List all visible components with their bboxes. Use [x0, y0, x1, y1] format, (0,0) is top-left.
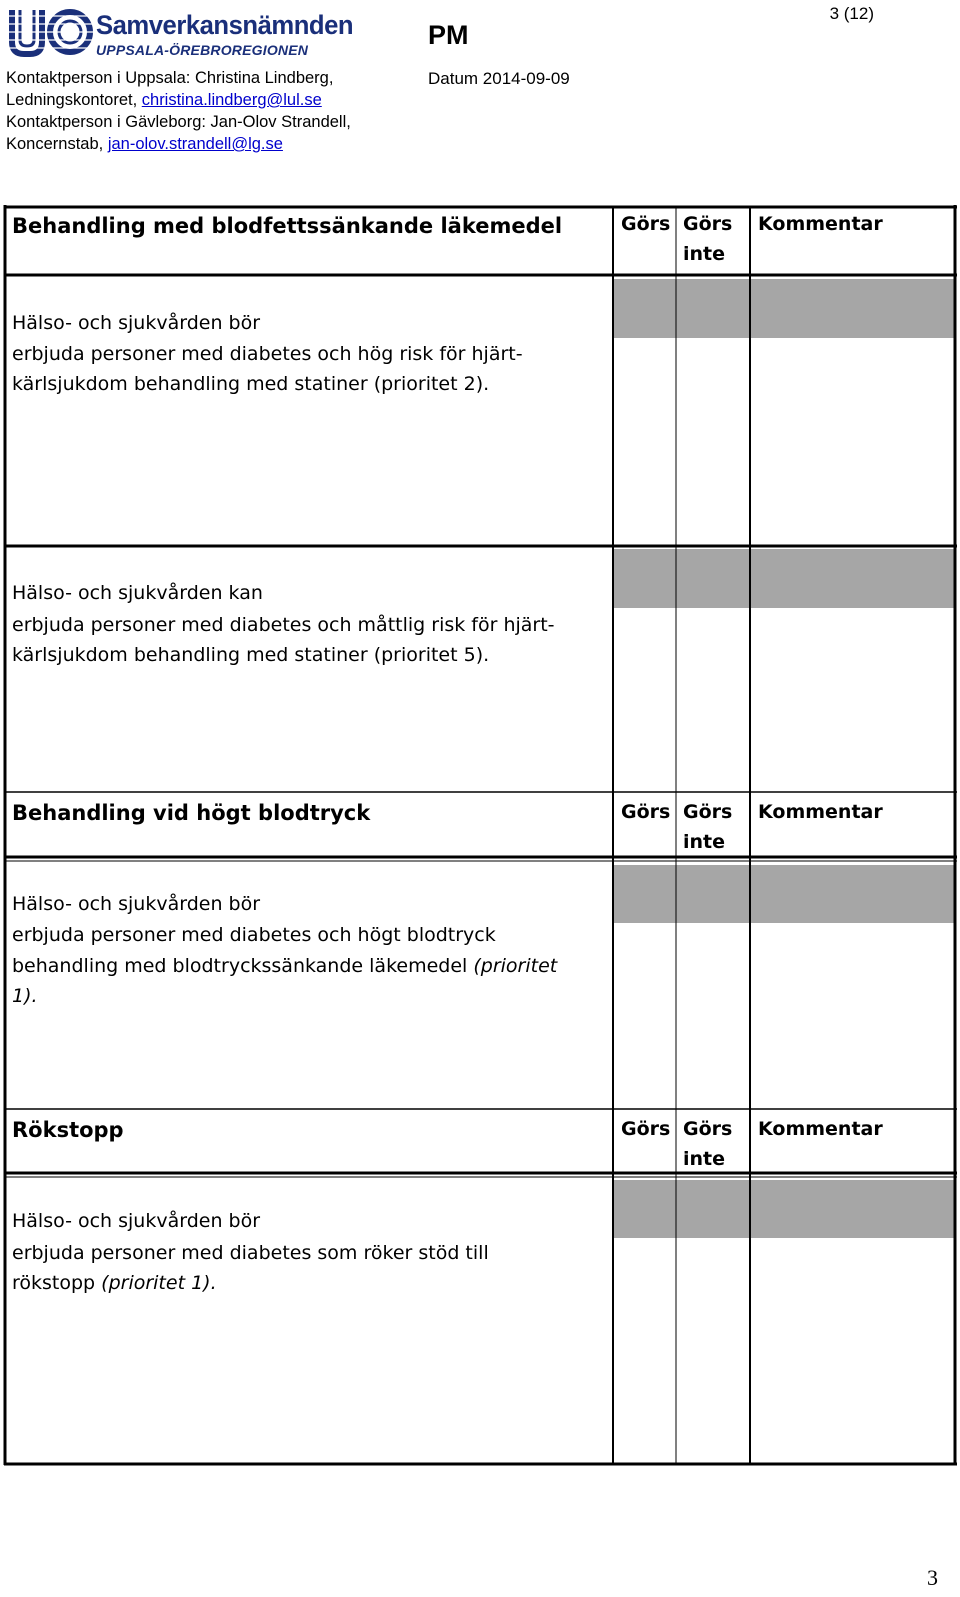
gray-cell	[676, 1180, 750, 1238]
column-header-not-done: Görs	[683, 1118, 733, 1140]
gray-cell	[614, 279, 676, 338]
column-header-not-done-2: inte	[683, 831, 726, 853]
column-header-comment: Kommentar	[758, 213, 883, 235]
page-indicator: 3 (12)	[829, 4, 874, 23]
priority-label: (prioritet	[473, 955, 558, 977]
column-header-not-done-2: inte	[683, 1148, 726, 1170]
contact-uppsala: Kontaktperson i Uppsala: Christina Lindberg,	[6, 69, 334, 87]
column-header-comment: Kommentar	[758, 1118, 883, 1140]
gray-cell	[750, 1180, 955, 1238]
document-type: PM	[428, 20, 469, 50]
recommendation-lead: Hälso- och sjukvården kan	[12, 582, 263, 604]
column-header-not-done: Görs	[683, 801, 733, 823]
column-header-not-done-2: inte	[683, 243, 726, 265]
gray-cell	[614, 1180, 676, 1238]
recommendation-lead: Hälso- och sjukvården bör	[12, 1210, 261, 1232]
column-header-not-done: Görs	[683, 213, 733, 235]
logo-title: Samverkansnämnden	[96, 10, 354, 40]
document-date: Datum 2014-09-09	[428, 69, 570, 88]
section-heading-lipid: Behandling med blodfettssänkande läkemedel	[12, 214, 563, 238]
contact-gavleborg: Kontaktperson i Gävleborg: Jan-Olov Strandell,	[6, 113, 351, 131]
recommendation-text: kärlsjukdom behandling med statiner (prioritet 2).	[12, 373, 490, 395]
priority-label: (prioritet 1).	[101, 1272, 217, 1294]
section-heading-smoking-cessation: Rökstopp	[12, 1118, 124, 1142]
column-header-done: Görs	[621, 801, 671, 823]
recommendation-text-part: rökstopp	[12, 1272, 102, 1294]
recommendation-text: erbjuda personer med diabetes och hög risk för hjärt-	[12, 343, 523, 365]
contact-dept-label: Ledningskontoret,	[6, 91, 142, 109]
gray-cell	[676, 549, 750, 608]
recommendation-text	[12, 951, 557, 981]
email-link-uppsala[interactable]: christina.lindberg@lul.se	[141, 91, 322, 109]
recommendation-lead: Hälso- och sjukvården bör	[12, 312, 261, 334]
email-link-gavleborg[interactable]: jan-olov.strandell@lg.se	[107, 135, 283, 153]
gray-cell	[614, 865, 676, 923]
gray-cell	[676, 865, 750, 923]
recommendation-text-part: behandling med blodtryckssänkande läkemedel	[12, 955, 474, 977]
recommendation-text: erbjuda personer med diabetes och högt blodtryck	[12, 924, 496, 946]
gray-cell	[750, 865, 955, 923]
gray-cell	[614, 549, 676, 608]
recommendation-lead: Hälso- och sjukvården bör	[12, 893, 261, 915]
recommendation-text	[12, 1268, 217, 1298]
gray-cell	[750, 279, 955, 338]
page-number: 3	[927, 1565, 938, 1590]
column-header-comment: Kommentar	[758, 801, 883, 823]
contact-dept-label: Koncernstab,	[6, 135, 108, 153]
priority-label: 1).	[12, 985, 38, 1007]
logo-subtitle: UPPSALA-ÖREBROREGIONEN	[96, 42, 309, 58]
recommendation-text: erbjuda personer med diabetes som röker stöd till	[12, 1242, 489, 1264]
gray-cell	[750, 549, 955, 608]
gray-cell	[676, 279, 750, 338]
column-header-done: Görs	[621, 213, 671, 235]
recommendation-text: erbjuda personer med diabetes och måttlig risk för hjärt-	[12, 614, 555, 636]
section-heading-blood-pressure: Behandling vid högt blodtryck	[12, 801, 371, 825]
recommendation-text: kärlsjukdom behandling med statiner (prioritet 5).	[12, 644, 490, 666]
column-header-done: Görs	[621, 1118, 671, 1140]
